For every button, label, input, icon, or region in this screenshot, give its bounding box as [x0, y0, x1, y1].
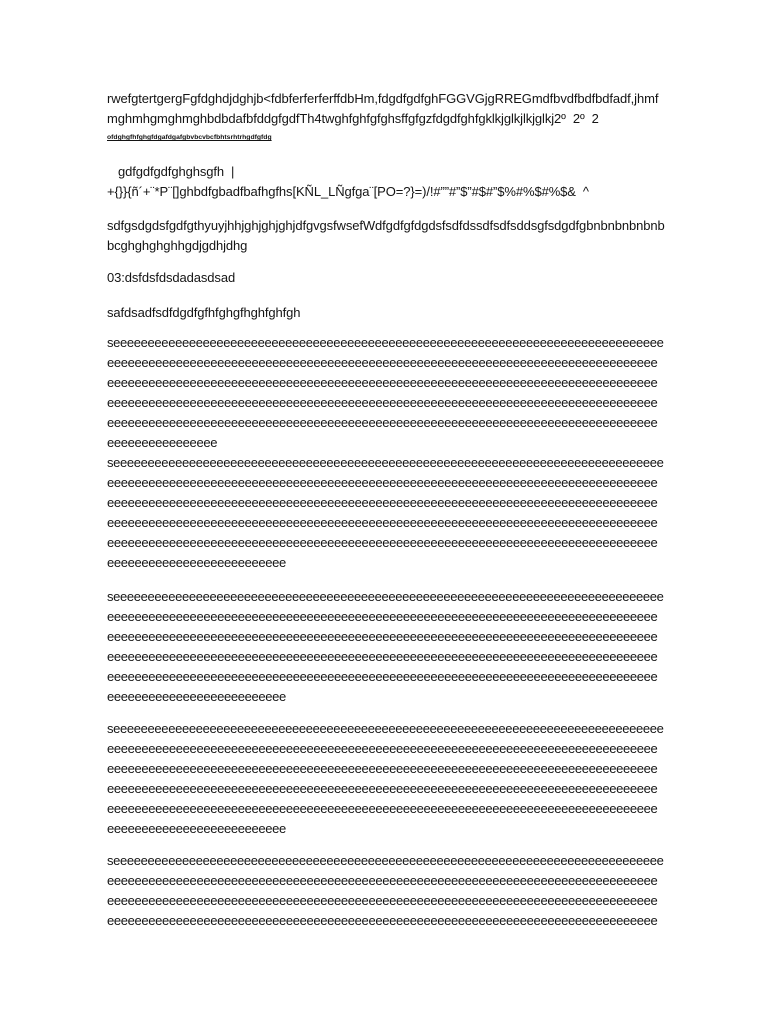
text-line: eeeeeeeeeeeeeeee: [107, 435, 218, 450]
paragraph-time: [107, 268, 235, 288]
text-line: eeeeeeeeeeeeeeeeeeeeeeeeeeeeeeeeeeeeeeeeeeeeeeeeeeeeeeeeeeeeeeeeeeeeeeeeeeeeeeee: [107, 893, 658, 908]
text-line: rwefgtertgergFgfdghdjdghjb<fdbferferferffdbHm,fdgdfgdfghFGGVGjgRREGmdfbvdfbdfbdfadf,jhmf: [107, 91, 659, 106]
text-line: 03:dsfdsfdsdadasdsad: [107, 270, 236, 285]
text-line: eeeeeeeeeeeeeeeeeeeeeeeeeeeeeeeeeeeeeeeeeeeeeeeeeeeeeeeeeeeeeeeeeeeeeeeeeeeeeeee: [107, 535, 658, 550]
paragraph-intro: [107, 89, 658, 144]
text-line: eeeeeeeeeeeeeeeeeeeeeeeeeeeeeeeeeeeeeeeeeeeeeeeeeeeeeeeeeeeeeeeeeeeeeeeeeeeeeeee: [107, 761, 658, 776]
text-line: gdfgdfgdfghghsgfh |: [118, 164, 235, 179]
text-line: eeeeeeeeeeeeeeeeeeeeeeeeeeeeeeeeeeeeeeeeeeeeeeeeeeeeeeeeeeeeeeeeeeeeeeeeeeeeeeee: [107, 629, 658, 644]
text-line: eeeeeeeeeeeeeeeeeeeeeeeeee: [107, 555, 286, 570]
text-line: eeeeeeeeeeeeeeeeeeeeeeeeeeeeeeeeeeeeeeeeeeeeeeeeeeeeeeeeeeeeeeeeeeeeeeeeeeeeeeee: [107, 515, 658, 530]
text-line: eeeeeeeeeeeeeeeeeeeeeeeeeeeeeeeeeeeeeeeeeeeeeeeeeeeeeeeeeeeeeeeeeeeeeeeeeeeeeeee: [107, 609, 658, 624]
text-line: sdfgsdgdsfgdfgthyuyjhhjghjghjghjdfgvgsfwsefWdfgdfgfdgdsfsdfdssdfsdfsddsgfsdgdfgbnbnbnbnbnb: [107, 218, 665, 233]
paragraph-e-block: [107, 587, 664, 707]
paragraph-e-block: [107, 333, 664, 573]
text-line: eeeeeeeeeeeeeeeeeeeeeeeeeeeeeeeeeeeeeeeeeeeeeeeeeeeeeeeeeeeeeeeeeeeeeeeeeeeeeeee: [107, 801, 658, 816]
text-line: eeeeeeeeeeeeeeeeeeeeeeeeeeeeeeeeeeeeeeeeeeeeeeeeeeeeeeeeeeeeeeeeeeeeeeeeeeeeeeee: [107, 669, 658, 684]
paragraph-e-block: [107, 851, 664, 931]
text-line: eeeeeeeeeeeeeeeeeeeeeeeeeeeeeeeeeeeeeeeeeeeeeeeeeeeeeeeeeeeeeeeeeeeeeeeeeeeeeeee: [107, 475, 658, 490]
text-line: eeeeeeeeeeeeeeeeeeeeeeeeeeeeeeeeeeeeeeeeeeeeeeeeeeeeeeeeeeeeeeeeeeeeeeeeeeeeeeee: [107, 649, 658, 664]
text-line: bcghghghghhgdjgdhjdhg: [107, 238, 248, 253]
text-line: +{}}{ñ´+¨*P¨[]ghbdfgbadfbafhgfhs[KÑL_LÑgfga¨[PO=?}=)/!#””#”$”#$#”$%#%$#%$& ^: [107, 184, 589, 199]
text-line: eeeeeeeeeeeeeeeeeeeeeeeeeeeeeeeeeeeeeeeeeeeeeeeeeeeeeeeeeeeeeeeeeeeeeeeeeeeeeeee: [107, 913, 658, 928]
text-line: mghmhgmghmghbdbdafbfddgfgdfTh4twghfghfgfghsffgfgzfdgdfghfgklkjglkjlkjglkj2º 2º 2: [107, 111, 599, 126]
text-line: eeeeeeeeeeeeeeeeeeeeeeeeeeeeeeeeeeeeeeeeeeeeeeeeeeeeeeeeeeeeeeeeeeeeeeeeeeeeeeee: [107, 741, 658, 756]
paragraph-safd: [107, 303, 300, 323]
text-line: eeeeeeeeeeeeeeeeeeeeeeeeeeeeeeeeeeeeeeeeeeeeeeeeeeeeeeeeeeeeeeeeeeeeeeeeeeeeeeee: [107, 375, 658, 390]
text-line: seeeeeeeeeeeeeeeeeeeeeeeeeeeeeeeeeeeeeeeeeeeeeeeeeeeeeeeeeeeeeeeeeeeeeeeeeeeeeeee: [107, 455, 664, 470]
text-line: eeeeeeeeeeeeeeeeeeeeeeeeeeeeeeeeeeeeeeeeeeeeeeeeeeeeeeeeeeeeeeeeeeeeeeeeeeeeeeee: [107, 395, 658, 410]
paragraph-symbols: [107, 162, 589, 202]
text-line: eeeeeeeeeeeeeeeeeeeeeeeeeeeeeeeeeeeeeeeeeeeeeeeeeeeeeeeeeeeeeeeeeeeeeeeeeeeeeeee: [107, 355, 658, 370]
text-line: eeeeeeeeeeeeeeeeeeeeeeeeee: [107, 689, 286, 704]
paragraph-e-block: [107, 719, 664, 839]
paragraph-body: [107, 216, 665, 256]
text-line: seeeeeeeeeeeeeeeeeeeeeeeeeeeeeeeeeeeeeeeeeeeeeeeeeeeeeeeeeeeeeeeeeeeeeeeeeeeeeeee: [107, 589, 664, 604]
text-line: eeeeeeeeeeeeeeeeeeeeeeeeee: [107, 821, 286, 836]
text-line: safdsadfsdfdgdfgfhfghgfhghfghfgh: [107, 305, 301, 320]
text-line: seeeeeeeeeeeeeeeeeeeeeeeeeeeeeeeeeeeeeeeeeeeeeeeeeeeeeeeeeeeeeeeeeeeeeeeeeeeeeeee: [107, 853, 664, 868]
text-line: eeeeeeeeeeeeeeeeeeeeeeeeeeeeeeeeeeeeeeeeeeeeeeeeeeeeeeeeeeeeeeeeeeeeeeeeeeeeeeee: [107, 873, 658, 888]
underlined-small-text: ofdghgfhfghgfdgafdgafgbvbcvbcfbhtsrhtrhgdfgfdg: [107, 134, 272, 141]
text-line: eeeeeeeeeeeeeeeeeeeeeeeeeeeeeeeeeeeeeeeeeeeeeeeeeeeeeeeeeeeeeeeeeeeeeeeeeeeeeeee: [107, 415, 658, 430]
text-line: eeeeeeeeeeeeeeeeeeeeeeeeeeeeeeeeeeeeeeeeeeeeeeeeeeeeeeeeeeeeeeeeeeeeeeeeeeeeeeee: [107, 495, 658, 510]
text-line: seeeeeeeeeeeeeeeeeeeeeeeeeeeeeeeeeeeeeeeeeeeeeeeeeeeeeeeeeeeeeeeeeeeeeeeeeeeeeeee: [107, 335, 664, 350]
text-line: seeeeeeeeeeeeeeeeeeeeeeeeeeeeeeeeeeeeeeeeeeeeeeeeeeeeeeeeeeeeeeeeeeeeeeeeeeeeeeee: [107, 721, 664, 736]
text-line: eeeeeeeeeeeeeeeeeeeeeeeeeeeeeeeeeeeeeeeeeeeeeeeeeeeeeeeeeeeeeeeeeeeeeeeeeeeeeeee: [107, 781, 658, 796]
